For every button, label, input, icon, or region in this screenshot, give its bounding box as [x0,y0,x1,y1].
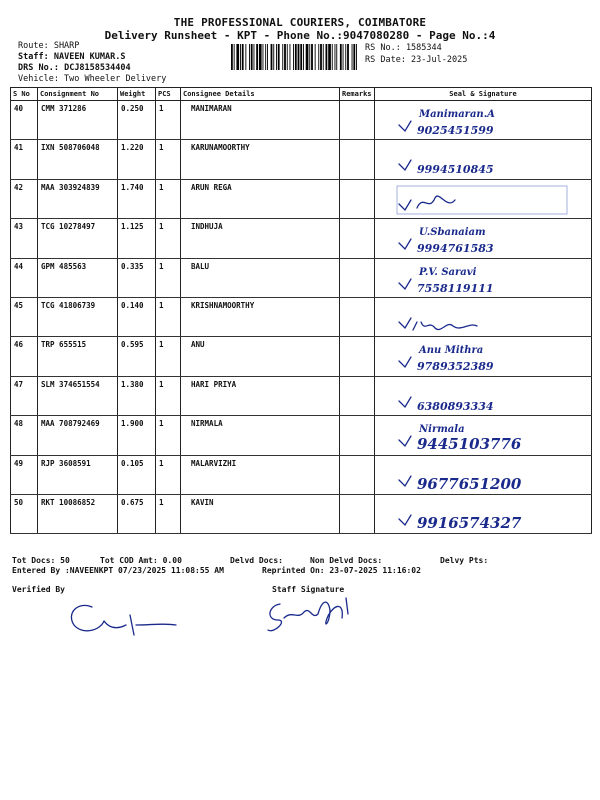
signature-phone: 7558119111 [417,281,494,295]
consignment-cell: RKT 10086852 [38,494,118,533]
signature-cell[interactable] [375,494,592,533]
pcs-cell: 1 [156,376,181,415]
handwritten-signature [377,339,592,375]
table-row [11,455,592,494]
remarks-cell [340,179,375,218]
weight-cell: 1.740 [118,179,156,218]
signature-cell[interactable] [375,219,592,258]
weight-cell: 0.140 [118,297,156,336]
runsheet-subtitle: Delivery Runsheet - KPT - Phone No.:9047080280 - Page No.:4 [104,29,496,42]
pcs-cell: 1 [156,455,181,494]
remarks-cell [340,258,375,297]
handwritten-signature [377,103,592,139]
col-header-weight: Weight [118,88,156,101]
signature-name: Manimaran.A [419,109,495,120]
consignment-cell: SLM 374651554 [38,376,118,415]
drs-line [18,63,131,73]
remarks-cell [340,376,375,415]
consignee-cell: MALARVIZHI [181,455,340,494]
route-label: Route: SHARP [18,41,80,51]
weight-cell: 0.335 [118,258,156,297]
table-row [11,297,592,336]
consignee-cell: KAVIN [181,494,340,533]
consignment-cell: GPM 485563 [38,258,118,297]
signature-phone: 9445103776 [417,435,522,454]
handwritten-signature [377,458,592,494]
staff-line [18,52,126,62]
sno-cell: 40 [11,101,38,140]
table-row [11,258,592,297]
signature-name: P.V. Saravi [419,266,477,278]
document-title: THE PROFESSIONAL COURIERS, COIMBATORE [173,16,427,29]
col-header-consignment: Consignment No [38,88,118,101]
consignee-cell: KARUNAMOORTHY [181,140,340,179]
handwritten-signature [377,142,592,178]
remarks-cell [340,337,375,376]
weight-cell: 1.125 [118,219,156,258]
sno-cell: 41 [11,140,38,179]
verified-by-label: Verified By [12,585,65,594]
reprinted-on: Reprinted On: 23-07-2025 11:16:02 [262,566,421,575]
remarks-cell [340,140,375,179]
table-row [11,337,592,376]
signature-phone: 9916574327 [417,513,522,532]
signature-name: Nirmala [419,424,465,436]
rs-number: RS No.: 1585344 [365,43,442,53]
signature-phone: 9677651200 [417,474,522,493]
consignee-cell: INDHUJA [181,219,340,258]
table-row [11,494,592,533]
delivery-points: Delvy Pts: [440,556,489,565]
remarks-cell [340,494,375,533]
handwritten-signature [377,300,592,336]
consignee-cell: ANU [181,337,340,376]
handwritten-signature [377,418,592,454]
sno-cell: 42 [11,179,38,218]
col-header-remarks: Remarks [340,88,375,101]
table-header-row [11,88,592,101]
pcs-cell: 1 [156,179,181,218]
sno-cell: 50 [11,494,38,533]
sno-cell: 48 [11,416,38,455]
signature-cell[interactable] [375,455,592,494]
pcs-cell: 1 [156,258,181,297]
weight-cell: 0.105 [118,455,156,494]
consignee-cell: NIRMALA [181,416,340,455]
sno-cell: 45 [11,297,38,336]
col-header-consignee: Consignee Details [181,88,340,101]
consignee-cell: MANIMARAN [181,101,340,140]
sno-cell: 44 [11,258,38,297]
consignee-cell: BALU [181,258,340,297]
consignment-cell: MAA 708792469 [38,416,118,455]
signature-name: Anu Mithra [419,345,484,357]
table-row [11,101,592,140]
sno-cell: 49 [11,455,38,494]
consignment-cell: TCG 10278497 [38,219,118,258]
table-row [11,376,592,415]
sno-cell: 47 [11,376,38,415]
pcs-cell: 1 [156,494,181,533]
weight-cell: 1.220 [118,140,156,179]
signature-cell[interactable] [375,297,592,336]
consignment-cell: IXN 508706048 [38,140,118,179]
weight-cell: 0.595 [118,337,156,376]
handwritten-signature [377,261,592,297]
col-header-signature: Seal & Signature [375,88,592,101]
consignment-cell: CMM 371286 [38,101,118,140]
consignment-cell: TCG 41806739 [38,297,118,336]
handwritten-signature [377,497,592,533]
total-cod: Tot COD Amt: 0.00 [100,556,182,565]
pcs-cell: 1 [156,101,181,140]
consignee-cell: KRISHNAMOORTHY [181,297,340,336]
staff-signature-label: Staff Signature [272,585,345,594]
remarks-cell [340,416,375,455]
signature-phone: 9789352389 [417,360,494,374]
sno-cell: 43 [11,219,38,258]
runsheet-table [10,87,592,534]
drs-value: DCJ8158534404 [64,63,131,73]
vehicle-label: Vehicle: Two Wheeler Delivery [18,74,167,84]
signature-cell[interactable] [375,179,592,218]
consignment-cell: MAA 303924839 [38,179,118,218]
handwritten-signature [377,182,592,218]
col-header-sno: S No [11,88,38,101]
signature-phone: 9025451599 [417,124,494,137]
handwritten-signature [377,379,592,415]
staff-signature [258,590,378,640]
handwritten-signature [377,221,592,257]
signature-phone: 9994510845 [417,163,494,177]
remarks-cell [340,101,375,140]
entered-by: Entered By :NAVEENKPT 07/23/2025 11:08:55 AM [12,566,224,575]
drs-label: DRS No.: [18,63,59,73]
verified-signature [60,595,180,645]
weight-cell: 0.675 [118,494,156,533]
delivered-docs: Delvd Docs: [230,556,283,565]
weight-cell: 1.380 [118,376,156,415]
consignee-cell: HARI PRIYA [181,376,340,415]
signature-cell[interactable] [375,337,592,376]
signature-phone: 6380893334 [417,399,494,413]
signature-name: U.Sbanaiam [419,227,486,239]
weight-cell: 0.250 [118,101,156,140]
remarks-cell [340,297,375,336]
remarks-cell [340,455,375,494]
pcs-cell: 1 [156,416,181,455]
consignment-cell: TRP 655515 [38,337,118,376]
table-row [11,219,592,258]
signature-phone: 9994761583 [417,242,494,256]
signature-cell[interactable] [375,140,592,179]
weight-cell: 1.900 [118,416,156,455]
pcs-cell: 1 [156,337,181,376]
table-row [11,416,592,455]
remarks-cell [340,219,375,258]
signature-cell[interactable] [375,416,592,455]
table-row [11,140,592,179]
pcs-cell: 1 [156,140,181,179]
non-delivered-docs: Non Delvd Docs: [310,556,383,565]
sno-cell: 46 [11,337,38,376]
pcs-cell: 1 [156,219,181,258]
col-header-pcs: PCS [156,88,181,101]
signature-cell[interactable] [375,258,592,297]
consignee-cell: ARUN REGA [181,179,340,218]
stamp-mark [397,186,567,214]
staff-label: Staff: [18,52,49,62]
signature-cell[interactable] [375,376,592,415]
signature-cell[interactable] [375,101,592,140]
total-docs: Tot Docs: 50 [12,556,70,565]
table-row [11,179,592,218]
pcs-cell: 1 [156,297,181,336]
rs-date: RS Date: 23-Jul-2025 [365,55,468,65]
staff-value: NAVEEN KUMAR.S [53,52,126,62]
barcode [231,44,359,70]
consignment-cell: RJP 3608591 [38,455,118,494]
